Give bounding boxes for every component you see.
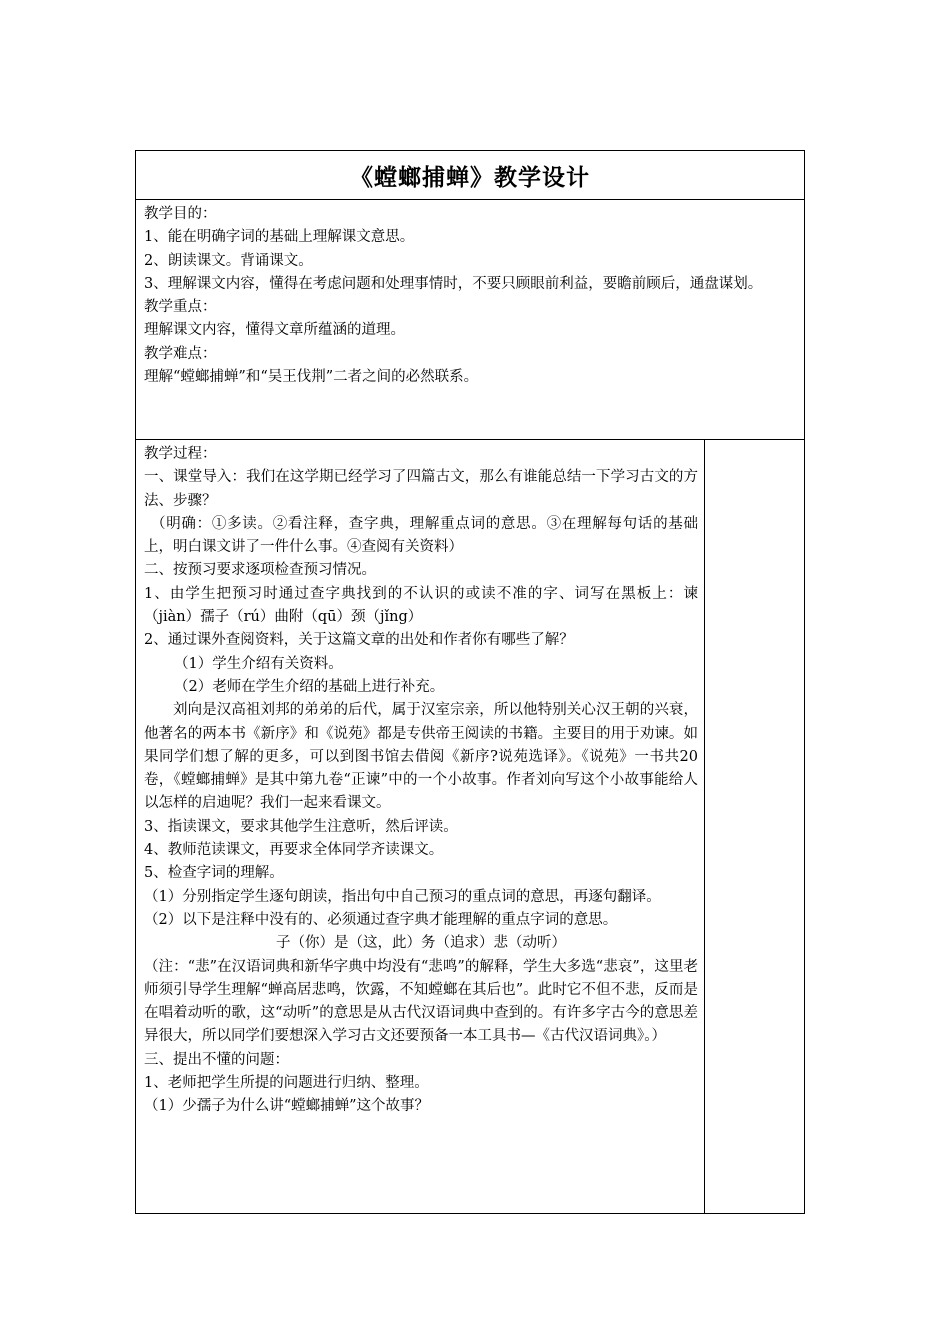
step-5: 5、检查字词的理解。 <box>144 865 284 882</box>
lesson-plan-table <box>135 150 805 1214</box>
process-heading: 教学过程： <box>144 446 217 462</box>
objective-item: 1、能在明确字词的基础上理解课文意思。 <box>144 229 415 246</box>
section-3-heading: 三、提出不懂的问题： <box>144 1051 289 1068</box>
step-5-b: （2）以下是注释中没有的、必须通过查字典才能理解的重点字词的意思。 <box>144 911 618 928</box>
vocabulary-list: 子（你）是（这，此）务（追求）悲（动听） <box>276 935 566 952</box>
document-title: 《螳螂捕蝉》教学设计 <box>136 151 805 200</box>
objectives-heading: 教学目的： <box>144 206 217 222</box>
objectives-section <box>136 200 805 440</box>
step-2: 2、通过课外查阅资料，关于这篇文章的出处和作者你有哪些了解？ <box>144 632 574 649</box>
key-points-heading: 教学重点： <box>144 299 217 316</box>
section-3-step-1: 1、老师把学生所提的问题进行归纳、整理。 <box>144 1075 429 1092</box>
section-2-heading: 二、按预习要求逐项检查预习情况。 <box>144 562 376 579</box>
step-4: 4、教师范读课文，再要求全体同学齐读课文。 <box>144 842 444 859</box>
section-3-question-1: （1）少孺子为什么讲“螳螂捕蝉”这个故事？ <box>144 1098 430 1115</box>
notes-column <box>705 440 805 1214</box>
author-background: 刘向是汉高祖刘邦的弟弟的后代，属于汉室宗亲，所以他特别关心汉王朝的兴衰，他著名的两本书《新序》和《说苑》都是专供帝王阅读的书籍。主要目的用于劝谏。如果同学们想了解的更多，可以到图书馆去借阅《新序?说苑选译》。《说苑》一书共20卷，《螳螂捕蝉》是其中第九卷“正谏”中的一个小故事。作者刘向写这个小故事能给人以怎样的启迪呢？我们一起来看课文。 <box>144 702 698 812</box>
key-points-text: 理解课文内容，懂得文章所蕴涵的道理。 <box>144 322 405 339</box>
step-3: 3、指读课文，要求其他学生注意听，然后评读。 <box>144 818 458 835</box>
teacher-note: （注：“悲”在汉语词典和新华字典中均没有“悲鸣”的解释，学生大多选“悲哀”，这里老师须引导学生理解“蝉高居悲鸣，饮露，不知螳螂在其后也”。此时它不但不悲，反而是在唱着动听的歌，这“动听”的意思是从古代汉语词典中查到的。有许多字古今的意思差异很大，所以同学们要想深入学习古文还要预备一本工具书—《古代汉语词典》。） <box>144 958 698 1045</box>
step-2-a: （1）学生介绍有关资料。 <box>174 655 343 672</box>
step-1: 1、由学生把预习时通过查字典找到的不认识的或读不准的字、词写在黑板上：谏（jiàn）孺子（rú）曲附（qū）颈（jǐng） <box>144 585 698 626</box>
process-section <box>136 440 705 1214</box>
objective-item: 3、理解课文内容，懂得在考虑问题和处理事情时，不要只顾眼前利益，要瞻前顾后，通盘谋划。 <box>144 275 763 292</box>
intro-answer: （明确：①多读。②看注释，查字典，理解重点词的意思。③在理解每句话的基础上，明白课文讲了一件什么事。④查阅有关资料） <box>144 515 698 556</box>
difficulty-text: 理解“螳螂捕蝉”和“吴王伐荆”二者之间的必然联系。 <box>144 369 479 386</box>
difficulty-heading: 教学难点： <box>144 345 217 362</box>
step-5-a: （1）分别指定学生逐句朗读，指出句中自己预习的重点词的意思，再逐句翻译。 <box>144 888 661 905</box>
intro-paragraph: 一、课堂导入：我们在这学期已经学习了四篇古文，那么有谁能总结一下学习古文的方法、步骤？ <box>144 469 698 509</box>
objective-item: 2、朗读课文。背诵课文。 <box>144 252 313 269</box>
step-2-b: （2）老师在学生介绍的基础上进行补充。 <box>174 678 445 695</box>
